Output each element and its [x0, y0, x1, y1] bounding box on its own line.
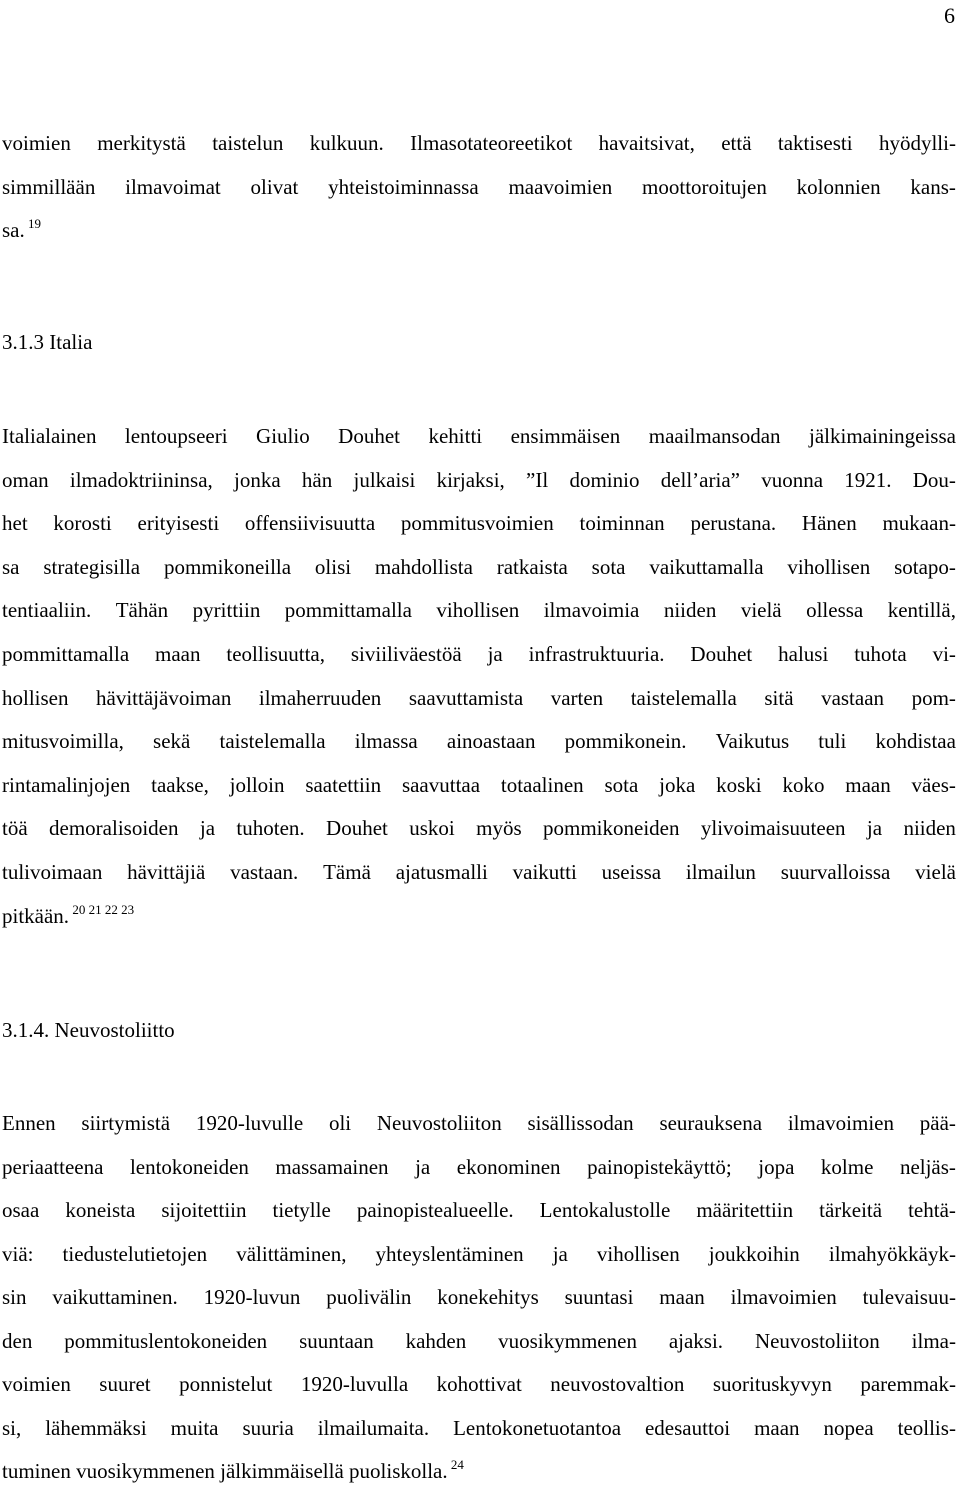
- paragraph-line: simmillään ilmavoimat olivat yhteistoiminnassa maavoimien moottoroitujen kolonnien kans-: [2, 175, 956, 199]
- footnote-reference: 20 21 22 23: [69, 902, 135, 917]
- paragraph-line: mitusvoimilla, sekä taistelemalla ilmassa ainoastaan pommikonein. Vaikutus tuli kohdistaa: [2, 729, 956, 753]
- paragraph-line: sa strategisilla pommikoneilla olisi mahdollista ratkaista sota vaikuttamalla vihollisen sotapo-: [2, 555, 956, 579]
- paragraph-line: het korosti erityisesti offensiivisuutta pommitusvoimien toiminnan perustana. Hänen mukaan-: [2, 511, 956, 535]
- paragraph-line: hollisen hävittäjävoiman ilmaherruuden saavuttamista varten taistelemalla sitä vastaan pom-: [2, 686, 956, 710]
- paragraph-line: tulivoimaan hävittäjiä vastaan. Tämä ajatusmalli vaikutti useissa ilmailun suurvalloissa vielä: [2, 860, 956, 884]
- paragraph-line: tentiaaliin. Tähän pyrittiin pommittamalla vihollisen ilmavoimia niiden vielä ollessa kentillä,: [2, 598, 956, 622]
- paragraph-line: pommittamalla maan teollisuutta, siviiliväestöä ja infrastruktuuria. Douhet halusi tuhota vi-: [2, 642, 956, 666]
- paragraph-line: Ennen siirtymistä 1920-luvulle oli Neuvostoliiton sisällissodan seurauksena ilmavoimien pää-: [2, 1111, 956, 1135]
- paragraph-line: osaa koneista sijoitettiin tietylle painopistealueelle. Lentokalustolle määritettiin tärkeitä tehtä-: [2, 1198, 956, 1222]
- paragraph-line: Italialainen lentoupseeri Giulio Douhet kehitti ensimmäisen maailmansodan jälkimainingeissa: [2, 424, 956, 448]
- paragraph-line: sin vaikuttaminen. 1920-luvun puolivälin konekehitys suuntasi maan ilmavoimien tulevaisuu-: [2, 1285, 956, 1309]
- paragraph-line: viä: tiedustelutietojen välittäminen, yhteyslentäminen ja vihollisen joukkoihin ilmahyökkäyk-: [2, 1242, 956, 1266]
- paragraph-line: periaatteena lentokoneiden massamainen ja ekonominen painopistekäyttö; jopa kolme neljäs-: [2, 1155, 956, 1179]
- footnote-reference: 24: [447, 1457, 464, 1472]
- paragraph-line: tuminen vuosikymmenen jälkimmäisellä puoliskolla. $^{24}$: [2, 1457, 464, 1483]
- paragraph-line: voimien suuret ponnistelut 1920-luvulla kohottivat neuvostovaltion suorituskyvyn paremmak-: [2, 1372, 956, 1396]
- section-heading-neuvostoliitto: 3.1.4. Neuvostoliitto: [2, 1018, 175, 1042]
- section-heading-italia: 3.1.3 Italia: [2, 330, 93, 354]
- page-number: 6: [944, 3, 955, 28]
- paragraph-line: den pommituslentokoneiden suuntaan kahden vuosikymmenen ajaksi. Neuvostoliiton ilma-: [2, 1329, 956, 1353]
- footnote-reference: 19: [24, 216, 41, 231]
- paragraph-line: voimien merkitystä taistelun kulkuun. Ilmasotateoreetikot havaitsivat, että taktisesti hyödylli-: [2, 131, 956, 155]
- paragraph-line: si, lähemmäksi muita suuria ilmailumaita. Lentokonetuotantoa edesauttoi maan nopea teollis-: [2, 1416, 956, 1440]
- paragraph-line: töä demoralisoiden ja tuhoten. Douhet uskoi myös pommikoneiden ylivoimaisuuteen ja niiden: [2, 816, 956, 840]
- paragraph-line: sa. $^{19}$: [2, 216, 41, 242]
- paragraph-line: rintamalinjojen taakse, jolloin saatettiin saavuttaa totaalinen sota joka koski koko maan väes-: [2, 773, 956, 797]
- paragraph-line: pitkään. $^{20 21 22 23}$: [2, 902, 135, 928]
- paragraph-line: oman ilmadoktriininsa, jonka hän julkaisi kirjaksi, ”Il dominio dell’aria” vuonna 1921. Dou-: [2, 468, 956, 492]
